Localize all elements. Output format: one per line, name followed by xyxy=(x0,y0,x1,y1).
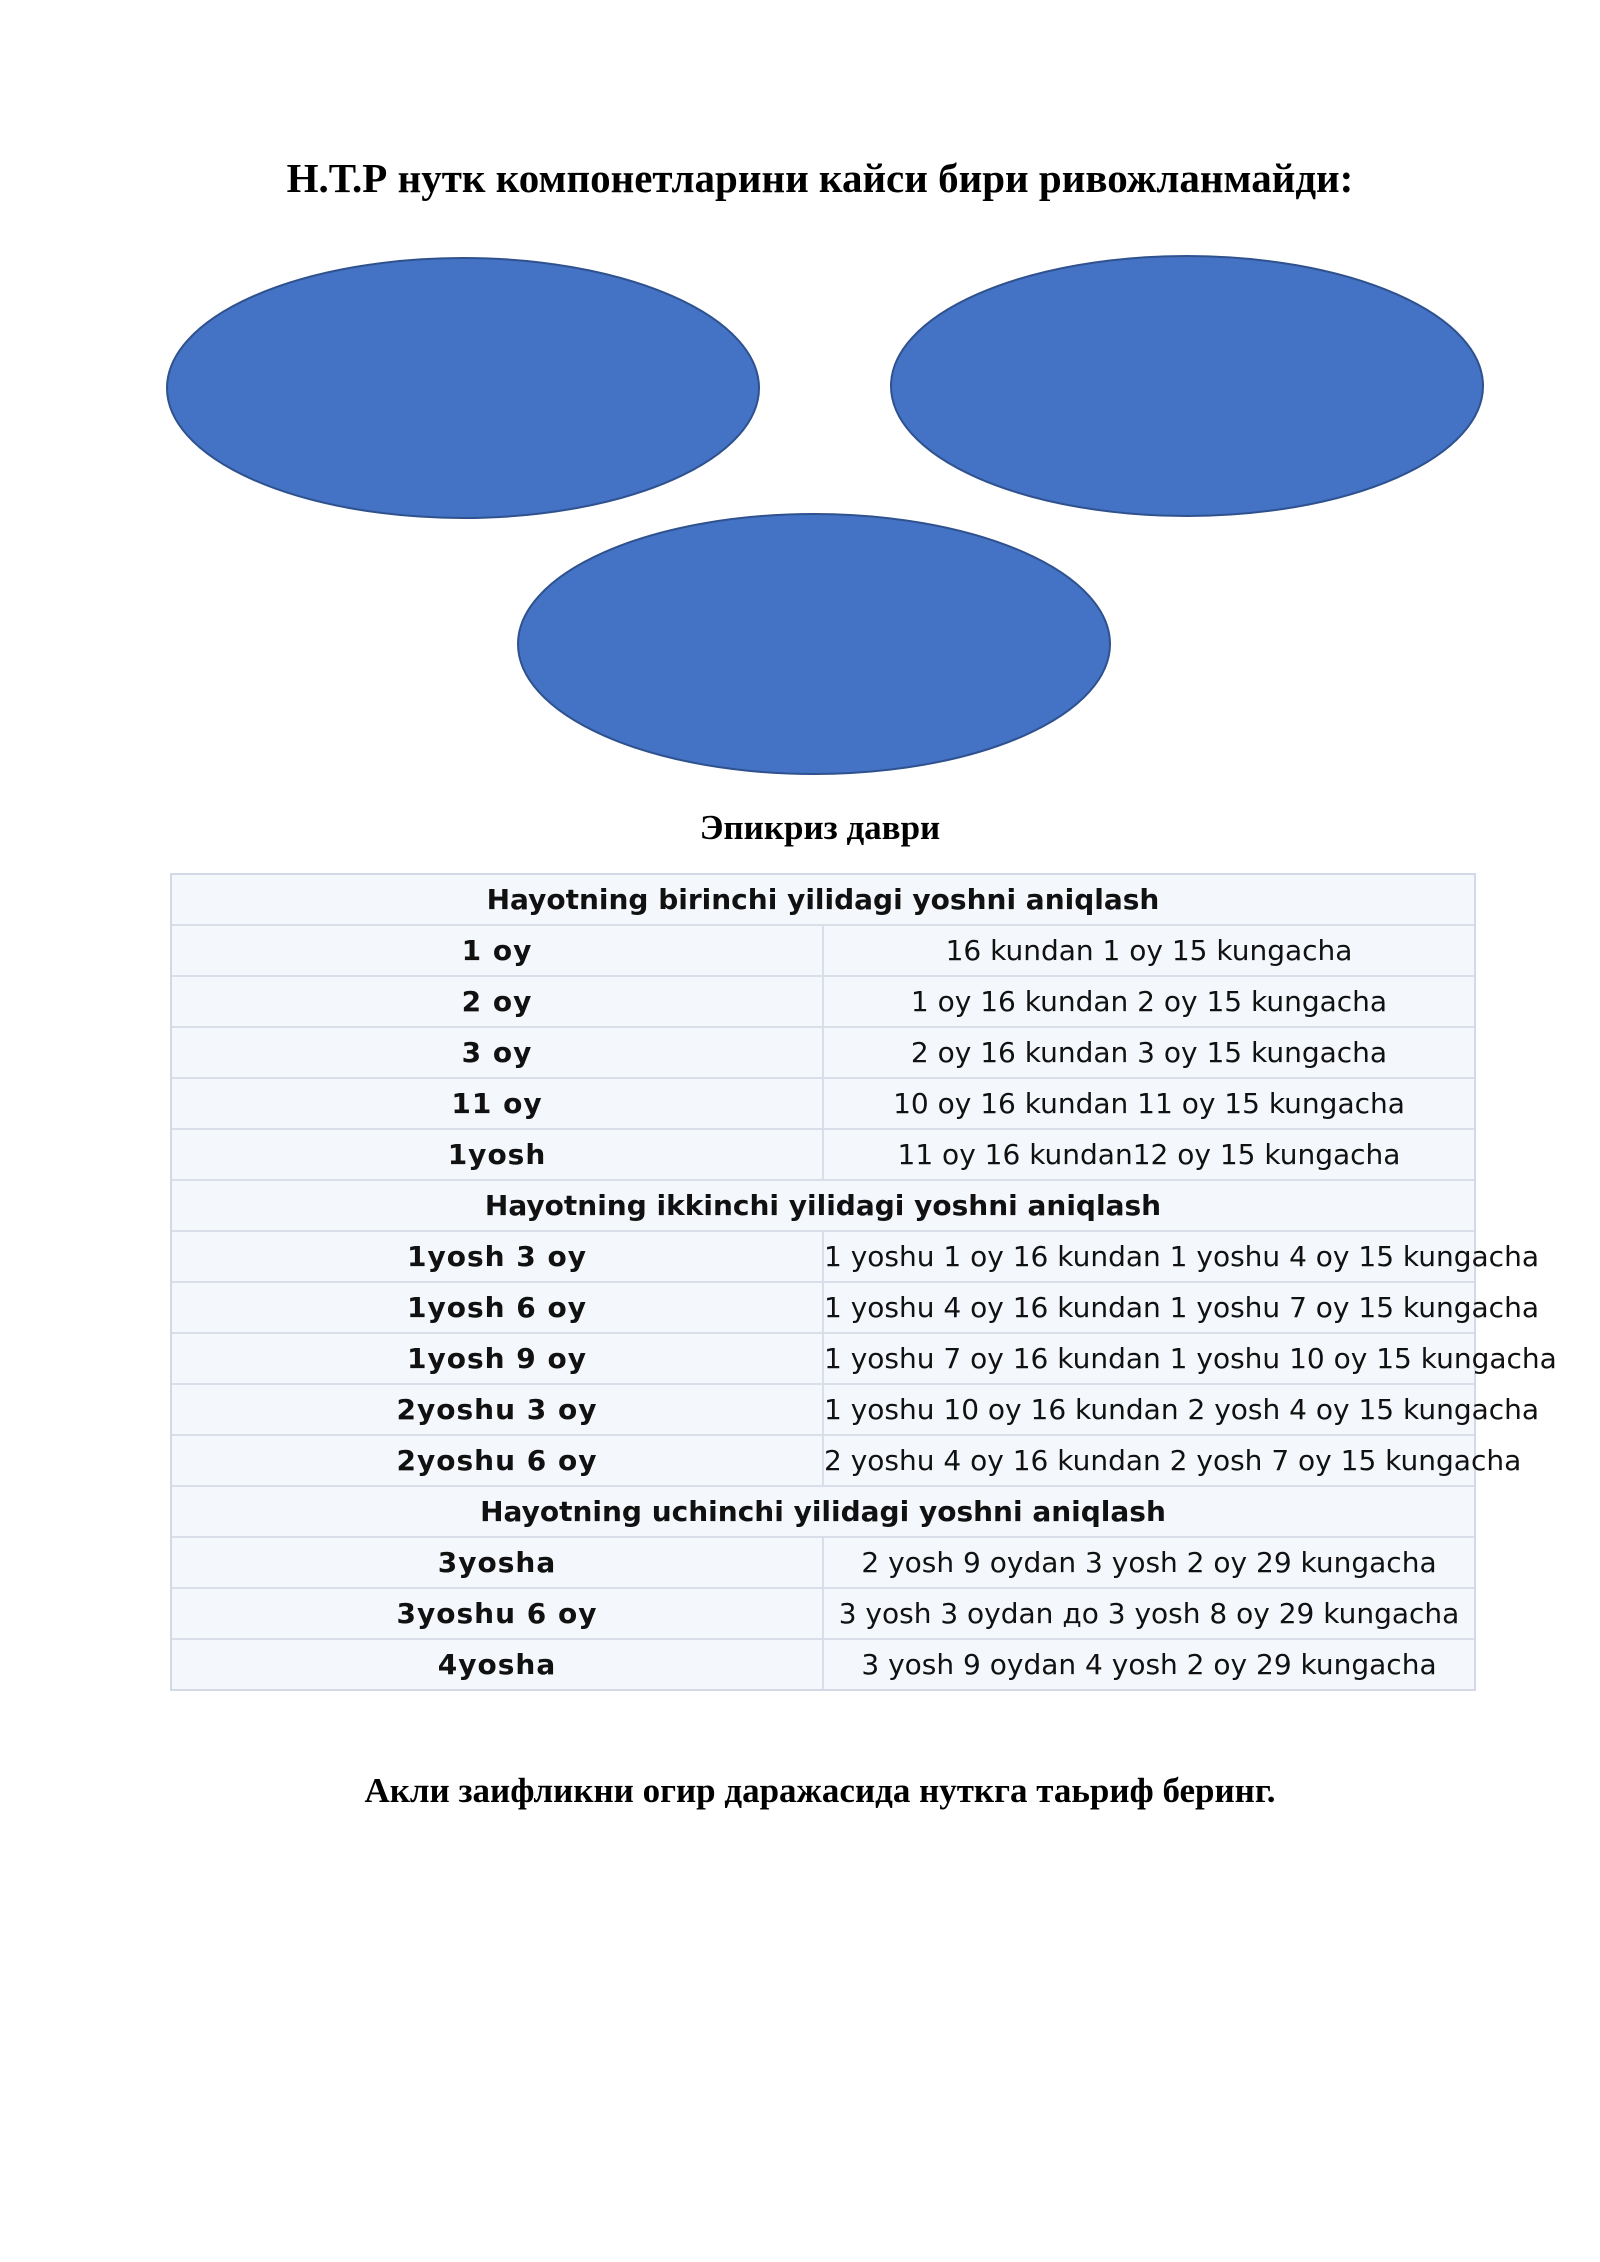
group-heading-row xyxy=(172,875,1474,925)
range-cell: 1 yoshu 1 oy 16 kundan 1 yoshu 4 oy 15 kungacha xyxy=(823,1231,1474,1282)
epicrisis-table-body xyxy=(172,875,1557,1689)
group-heading-row xyxy=(172,1486,1474,1537)
table-row xyxy=(172,1384,1474,1435)
age-cell: 1yosh 6 oy xyxy=(172,1282,823,1333)
age-cell: 1yosh 3 oy xyxy=(172,1231,823,1282)
table-row xyxy=(172,1537,1474,1588)
range-cell: 1 yoshu 10 oy 16 kundan 2 yosh 4 oy 15 kungacha xyxy=(823,1384,1474,1435)
age-cell: 3yoshu 6 oy xyxy=(172,1588,823,1639)
table-row xyxy=(172,1282,1474,1333)
range-cell: 2 yosh 9 oydan 3 yosh 2 oy 29 kungacha xyxy=(823,1537,1474,1588)
age-cell: 1 oy xyxy=(172,925,823,976)
table-row xyxy=(172,1129,1474,1180)
range-cell: 10 oy 16 kundan 11 oy 15 kungacha xyxy=(823,1078,1474,1129)
age-cell: 3 oy xyxy=(172,1027,823,1078)
age-cell: 2yoshu 3 oy xyxy=(172,1384,823,1435)
answer-oval-2 xyxy=(891,256,1483,516)
group-heading: Hayotning birinchi yilidagi yoshni aniqlash xyxy=(172,875,1474,925)
table-row xyxy=(172,1435,1474,1486)
group-heading: Hayotning uchinchi yilidagi yoshni aniqlash xyxy=(172,1486,1474,1537)
group-heading: Hayotning ikkinchi yilidagi yoshni aniqlash xyxy=(172,1180,1474,1231)
age-cell: 4yosha xyxy=(172,1639,823,1689)
range-cell: 11 oy 16 kundan12 oy 15 kungacha xyxy=(823,1129,1474,1180)
range-cell: 2 yoshu 4 oy 16 kundan 2 yosh 7 oy 15 kungacha xyxy=(823,1435,1474,1486)
table-row xyxy=(172,1639,1474,1689)
table-row xyxy=(172,976,1474,1027)
question-text: Акли заифликни огир даражасида нуткга таьриф беринг. xyxy=(364,1771,1276,1810)
section-title: Эпикриз даври xyxy=(699,808,941,847)
range-cell: 16 kundan 1 oy 15 kungacha xyxy=(823,925,1474,976)
table-row xyxy=(172,1231,1474,1282)
range-cell: 2 oy 16 kundan 3 oy 15 kungacha xyxy=(823,1027,1474,1078)
range-cell: 1 yoshu 7 oy 16 kundan 1 yoshu 10 oy 15 kungacha xyxy=(823,1333,1474,1384)
age-cell: 3yosha xyxy=(172,1537,823,1588)
range-cell: 1 yoshu 4 oy 16 kundan 1 yoshu 7 oy 15 kungacha xyxy=(823,1282,1474,1333)
age-cell: 2 oy xyxy=(172,976,823,1027)
age-cell: 11 oy xyxy=(172,1078,823,1129)
age-cell: 1yosh xyxy=(172,1129,823,1180)
age-cell: 2yoshu 6 oy xyxy=(172,1435,823,1486)
table-row xyxy=(172,1333,1474,1384)
table-row xyxy=(172,925,1474,976)
table-row xyxy=(172,1588,1474,1639)
answer-ovals xyxy=(0,0,1600,800)
table-row xyxy=(172,1078,1474,1129)
answer-oval-3 xyxy=(518,514,1110,774)
page-title: Н.Т.Р нутк компонетларини кайси бири ривожланмайди: xyxy=(286,155,1354,201)
table-row xyxy=(172,1027,1474,1078)
range-cell: 3 yosh 3 oydan до 3 yosh 8 oy 29 kungacha xyxy=(823,1588,1474,1639)
range-cell: 3 yosh 9 oydan 4 yosh 2 oy 29 kungacha xyxy=(861,1648,1437,1681)
range-cell: 1 oy 16 kundan 2 oy 15 kungacha xyxy=(823,976,1474,1027)
answer-oval-1 xyxy=(167,258,759,518)
age-cell: 1yosh 9 oy xyxy=(172,1333,823,1384)
group-heading-row xyxy=(172,1180,1474,1231)
epicrisis-table xyxy=(170,873,1557,1691)
